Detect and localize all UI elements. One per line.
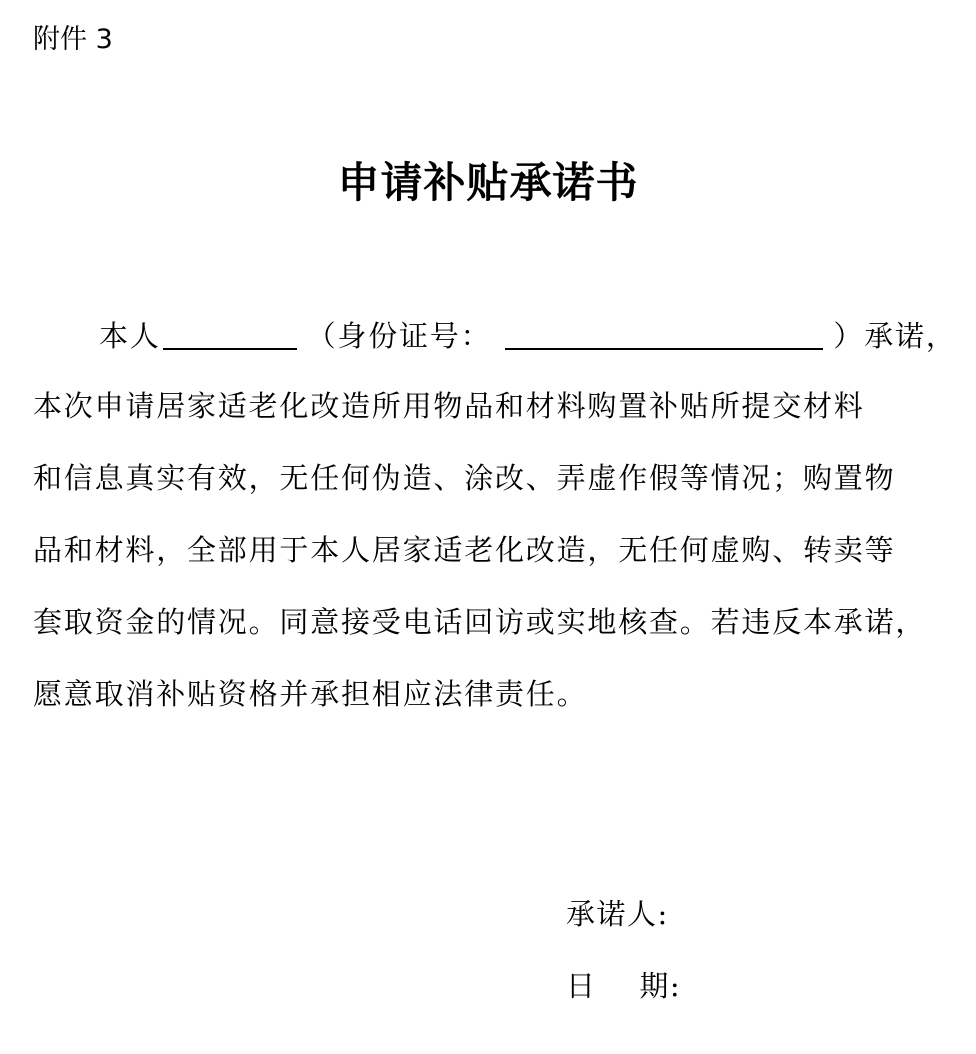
promisor-label: 承诺人:: [566, 897, 669, 931]
paragraph-line-6: 愿意取消补贴资格并承担相应法律责任。: [33, 677, 588, 711]
date-label: 日 期:: [566, 969, 682, 1003]
paragraph-line-1: [33, 314, 957, 354]
paragraph-line-2: 本次申请居家适老化改造所用物品和材料购置补贴所提交材料: [33, 389, 865, 423]
name-prefix: 本人: [99, 319, 161, 353]
id-number-label: （身份证号：: [306, 319, 492, 353]
attachment-label: 附件 3: [33, 24, 113, 55]
paragraph-line-3: 和信息真实有效，无任何伪造、涂改、弄虚作假等情况；购置物: [33, 461, 896, 495]
paragraph-line-5: 套取资金的情况。同意接受电话回访或实地核查。若违反本承诺，: [33, 605, 927, 639]
document-title: 申请补贴承诺书: [337, 158, 639, 207]
name-blank-field[interactable]: [163, 318, 297, 350]
commit-suffix: ）承诺，: [833, 319, 957, 353]
paragraph-line-4: 品和材料，全部用于本人居家适老化改造，无任何虚购、转卖等: [33, 533, 896, 567]
id-number-blank-field[interactable]: [505, 318, 823, 350]
